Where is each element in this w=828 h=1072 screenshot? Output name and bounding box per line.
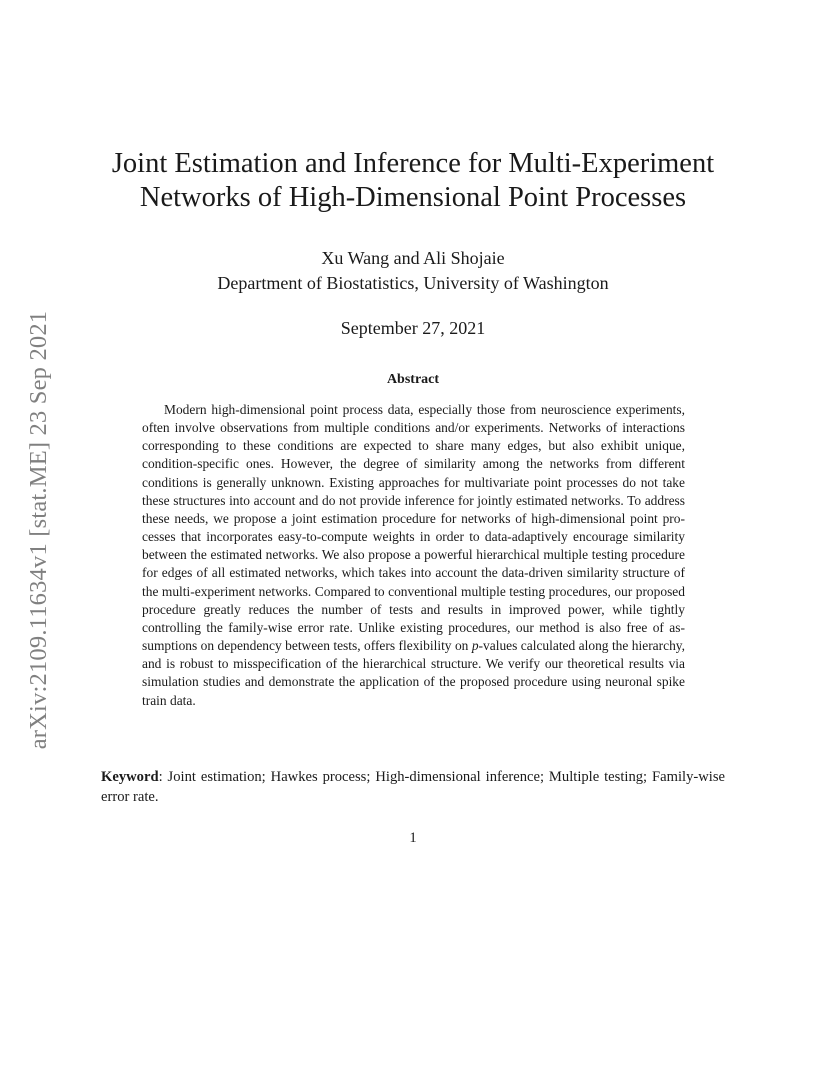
paper-title — [100, 147, 726, 215]
author-names: Xu Wang and Ali Shojaie — [321, 248, 505, 268]
page-number: 1 — [409, 830, 417, 846]
abstract-text-part-2: -values calculated along the hierarchy, and is robust to misspecification of the hierarchical structure. We verify our theoretical results via simulation studies and demonstrate the application of the proposed procedure using neuronal spike train data. — [142, 638, 686, 708]
keywords-label: Keyword — [101, 769, 159, 785]
title-line-2: Networks of High-Dimensional Point Processes — [139, 182, 687, 213]
title-line-1: Joint Estimation and Inference for Multi-Experiment — [111, 148, 715, 179]
author-block — [100, 246, 726, 296]
abstract-text — [142, 401, 685, 710]
arxiv-identifier-stamp: arXiv:2109.11634v1 [stat.ME] 23 Sep 2021 — [25, 310, 52, 750]
keywords-line — [101, 768, 725, 807]
p-value-symbol: p — [471, 638, 479, 654]
keywords-text: : Joint estimation; Hawkes process; High-dimensional inference; Multiple testing; Family-wise error rate. — [101, 769, 725, 805]
abstract-heading: Abstract — [386, 372, 440, 387]
paper-date: September 27, 2021 — [340, 318, 486, 338]
author-affiliation: Department of Biostatistics, University of Washington — [217, 273, 609, 293]
abstract-text-part-1: Modern high-dimensional point process data, especially those from neuroscience experiments, often involve observations from multiple conditions and/or experiments. Networks of interactions corresponding to these conditions are expected to share many edges, but also exhibit unique, condition-specific ones. However, the degree of similarity among the networks from different conditions is generally unknown. Existing approaches for multivariate point processes do not take these structures into account and do not provide inference for jointly estimated networks. To address these needs, we propose a joint estimation procedure for networks of high-dimensional point processes that incorporates easy-to-compute weights in order to data-adaptively encourage similarity between the estimated networks. We also propose a powerful hierarchical multiple testing procedure for edges of all estimated networks, which takes into account the data-driven similarity structure of the multi-experiment networks. Compared to conventional multiple testing procedures, our proposed procedure greatly reduces the number of tests and results in improved power, while tightly controlling the family-wise error rate. Unlike existing procedures, our method is also free of assumptions on dependency between tests, offers flexibility on — [142, 402, 685, 654]
